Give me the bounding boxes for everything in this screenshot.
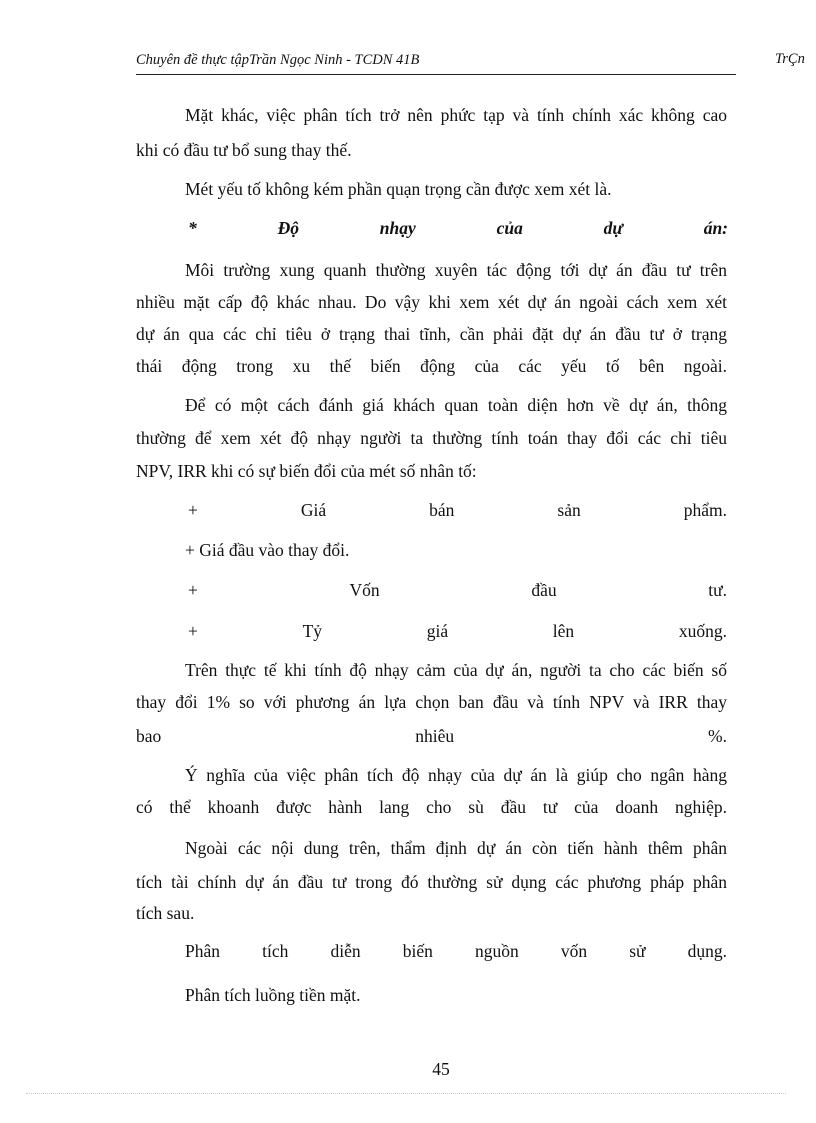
heading-word: * xyxy=(188,218,197,238)
line-word: bao xyxy=(136,726,162,746)
paragraph-line xyxy=(136,726,727,747)
line-word: nguồn xyxy=(474,941,519,961)
list-word: đầu xyxy=(531,580,557,600)
paragraph-line: Mét yếu tố không kém phần quạn trọng cần được xem xét là. xyxy=(185,179,612,199)
paragraph-line xyxy=(185,941,727,962)
page-header xyxy=(136,48,736,75)
list-item xyxy=(188,621,727,642)
line-word: %. xyxy=(708,726,727,746)
line-word: Phân xyxy=(185,941,220,961)
paragraph-line: Môi trường xung quanh thường xuyên tác động tới dự án đầu tư trên xyxy=(185,260,727,280)
list-word: + xyxy=(188,500,198,520)
list-word: phẩm. xyxy=(683,500,727,520)
paragraph-line: Mặt khác, việc phân tích trở nên phức tạp và tính chính xác không cao xyxy=(185,105,727,125)
list-word: Vốn xyxy=(349,580,380,600)
list-word: lên xyxy=(552,621,575,641)
paragraph-line: thay đổi 1% so với phương án lựa chọn ban đầu và tính NPV và IRR thay xyxy=(136,692,727,712)
list-word: tư. xyxy=(708,580,727,600)
paragraph-line: khi có đầu tư bổ sung thay thế. xyxy=(136,140,352,160)
list-word: + xyxy=(188,580,198,600)
list-item xyxy=(188,580,727,601)
line-word: sử xyxy=(629,941,646,961)
line-word: diễn xyxy=(330,941,361,961)
list-word: xuống. xyxy=(678,621,727,641)
paragraph-line: tích tài chính dự án đầu tư trong đó thường sử dụng các phương pháp phân xyxy=(136,872,727,892)
heading-word: án: xyxy=(703,218,728,238)
paragraph-line: Để có một cách đánh giá khách quan toàn diện hơn về dự án, thông xyxy=(185,395,727,415)
list-word: Giá xyxy=(300,500,327,520)
line-word: nhiêu xyxy=(415,726,455,746)
header-right-text: TrÇn xyxy=(775,51,805,67)
paragraph-line: Phân tích luồng tiền mặt. xyxy=(185,985,361,1005)
section-heading xyxy=(188,218,728,239)
paragraph-line: Trên thực tế khi tính độ nhạy cảm của dự án, người ta cho các biến số xyxy=(185,660,727,680)
list-word: sản xyxy=(557,500,581,520)
header-title: Chuyên đề thực tậpTrần Ngọc Ninh - TCDN 41B xyxy=(136,52,420,68)
line-word: biến xyxy=(402,941,433,961)
heading-word: nhạy xyxy=(379,218,416,238)
paragraph-line: nhiều mặt cấp độ khác nhau. Do vậy khi xem xét dự án ngoài cách xem xét xyxy=(136,292,727,312)
paragraph-line: thái động trong xu thế biến động của các yếu tố bên ngoài. xyxy=(136,356,727,376)
list-word: giá xyxy=(426,621,449,641)
footer-divider xyxy=(26,1093,786,1094)
page-number: 45 xyxy=(432,1059,450,1079)
line-word: vốn xyxy=(560,941,588,961)
paragraph-line: Ngoài các nội dung trên, thẩm định dự án còn tiến hành thêm phân xyxy=(185,838,727,858)
line-word: dụng. xyxy=(687,941,727,961)
list-word: Tỷ xyxy=(302,621,323,641)
heading-word: của xyxy=(496,218,523,238)
paragraph-line: Ý nghĩa của việc phân tích độ nhạy của dự án là giúp cho ngân hàng xyxy=(185,765,727,785)
line-word: tích xyxy=(262,941,289,961)
paragraph-line: tích sau. xyxy=(136,903,195,923)
list-item: + Giá đầu vào thay đổi. xyxy=(185,540,350,560)
list-item xyxy=(188,500,727,521)
paragraph-line: thường để xem xét độ nhạy người ta thường tính toán thay đổi các chỉ tiêu xyxy=(136,428,727,448)
paragraph-line: dự án qua các chỉ tiêu ở trạng thai tĩnh, cần phải đặt dự án đầu tư ở trạng xyxy=(136,324,727,344)
list-word: bán xyxy=(429,500,455,520)
heading-word: Độ xyxy=(277,218,299,238)
list-word: + xyxy=(188,621,198,641)
paragraph-line: có thể khoanh được hành lang cho sù đầu tư của doanh nghiệp. xyxy=(136,797,727,817)
paragraph-line: NPV, IRR khi có sự biến đổi của mét số nhân tố: xyxy=(136,461,477,481)
heading-word: dự xyxy=(603,218,623,238)
